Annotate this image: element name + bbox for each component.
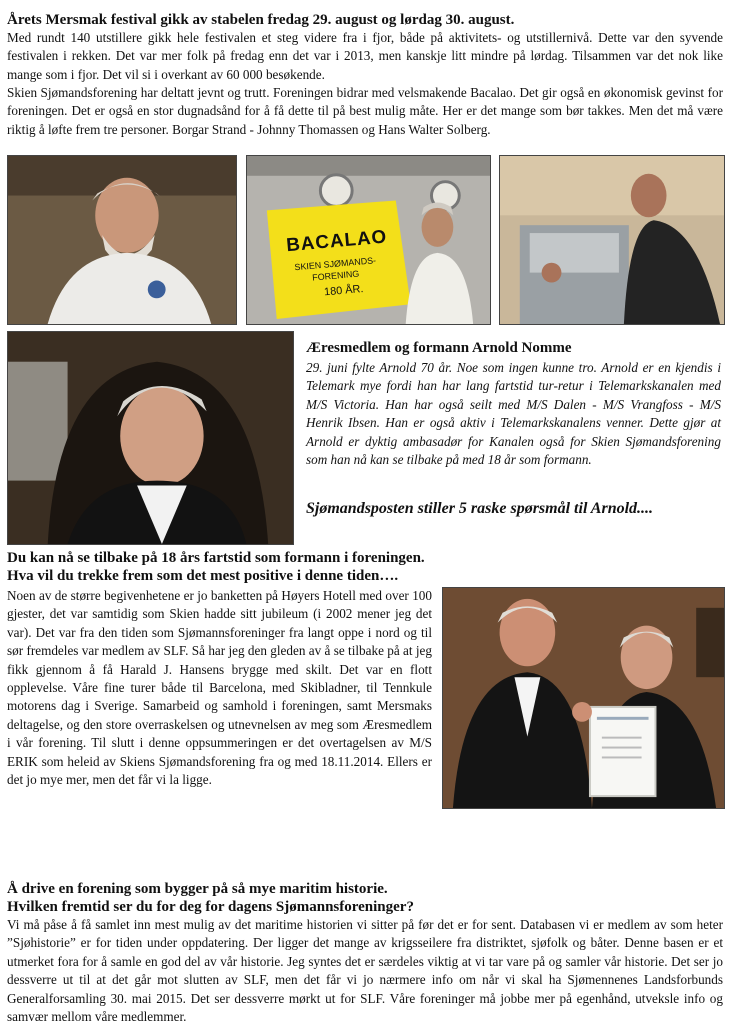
festival-heading: Årets Mersmak festival gikk av stabelen fredag 29. august og lørdag 30. august. bbox=[7, 12, 515, 28]
photo-man-with-bacalao-sign bbox=[246, 155, 491, 325]
question-2-line-1: Å drive en forening som bygger på så mye maritim historie. bbox=[7, 881, 388, 897]
sign-line-2: SKIEN SJØMANDS- bbox=[294, 255, 377, 273]
question-1-answer: Noen av de større begivenhetene er jo banketten på Høyers Hotell med over 100 gjester, det var samtidig som Skien hadde sitt jubileum (i 2002 mener jeg det var). Det var fra den tiden som Sjømannsforeninger fra langt oppe i nord og til sør fremdeles var medlem av SLF. Så har jeg den gleden av å se tilbake på at jeg fikk gjennom å få Harald J. Hansens brygge med skilt. Det var en flott opplevelse. Våre fine turer både til Barcelona, med Skibladner, til Tennkule motorens dag i Sverige. Samarbeid og samhold i foreningen, samt Mersmaks deltagelse, og den store overraskelsen og utnevnelsen av meg som Æresmedlem i vår forening. Til slutt i denne oppsummeringen er det overtagelsen av M/S ERIK som heleid av Skiens Sjømandsforening fra og med 18.11.2014. Ellers er det jo mye mer, men det får vi la ligge. bbox=[7, 588, 432, 788]
sign-line-3: FORENING bbox=[311, 268, 360, 283]
sign-line-4: 180 ÅR. bbox=[323, 283, 364, 299]
profile-tagline: Sjømandsposten stiller 5 raske spørsmål til Arnold.... bbox=[306, 500, 654, 517]
question-1-line-1: Du kan nå se tilbake på 18 års fartstid som formann i foreningen. bbox=[7, 550, 425, 566]
profile-text: 29. juni fylte Arnold 70 år. Noe som ingen kunne tro. Arnold er en kjendis i Telemark mye fordi han har lang fartstid tur-retur i Telemarkskanalen med M/S Victoria. Han har også seilt med M/S Dalen - M/S Vrangfoss - M/S Henrik Ibsen. Han er også aktiv i Telemarkskanalens venner. Dette gjør at Arnold er dyktig ambasadør for Kanalen også for Skien Sjømandsforening som han nå kan se tilbake på med 18 år som formann. bbox=[306, 360, 721, 468]
photo-man-smiling-in-chair bbox=[7, 155, 237, 325]
photo-award-handshake bbox=[442, 587, 725, 809]
festival-paragraph-2: Skien Sjømandsforening har deltatt jevnt og trutt. Foreningen bidrar med velsmakende Bacalao. Det gir også en økonomisk gevinst for foreningen. Det er også en stor dugnadsånd for å få dette til på best mulig måte. Her er det mange som bør takkes. Men det må være riktig å løfte frem tre personer. Borgar Strand - Johnny Thomassen og Hans Walter Solberg. bbox=[7, 85, 723, 137]
photo-arnold-portrait bbox=[7, 331, 294, 545]
question-1-line-2: Hva vil du trekke frem som det mest positive i denne tiden…. bbox=[7, 568, 399, 584]
question-2-line-2: Hvilken fremtid ser du for deg for dagens Sjømannsforeninger? bbox=[7, 899, 414, 915]
question-2-answer: Vi må påse å få samlet inn mest mulig av det maritime historien vi sitter på før det er for sent. Databasen vi er medlem av som heter ”Sjøhistorie” er for tiden under oppdatering. Der ligger det mange av krigsseilere fra distriktet, sjøfolk og båter. Denne basen er et utmerket fora for å samle en god del av vår historie. Jeg syntes det er særdeles viktig at vi tar vare på og samler vår historie. Det ser jo dessverre ut til at det går mot slutten av SLF, men det får vi jo nærmere info om når vi skal ha Sjømennenes Landsforbunds Generalforsamling 30. mai 2015. Det ser dessverre mørkt ut for SLF. Våre foreninger må jobbe mer på egenhånd, utveksle info og samvær mellom våre medlemmer. bbox=[7, 917, 723, 1025]
festival-paragraph-1: Med rundt 140 utstillere gikk hele festivalen et steg videre fra i fjor, både på aktivitets- og utstillernivå. Dette var den syvende festivalen i rekken. Det var mer folk på fredag enn det var i 2013, men kanskje litt mindre på lørdag. Tilsammen var det nok like mange som i fjor. Det vil si i overkant av 60 000 besøkende. bbox=[7, 30, 723, 82]
sign-title: BACALAO bbox=[285, 225, 388, 256]
photo-man-thumbs-up-kitchen bbox=[499, 155, 725, 325]
profile-heading: Æresmedlem og formann Arnold Nomme bbox=[306, 340, 572, 356]
